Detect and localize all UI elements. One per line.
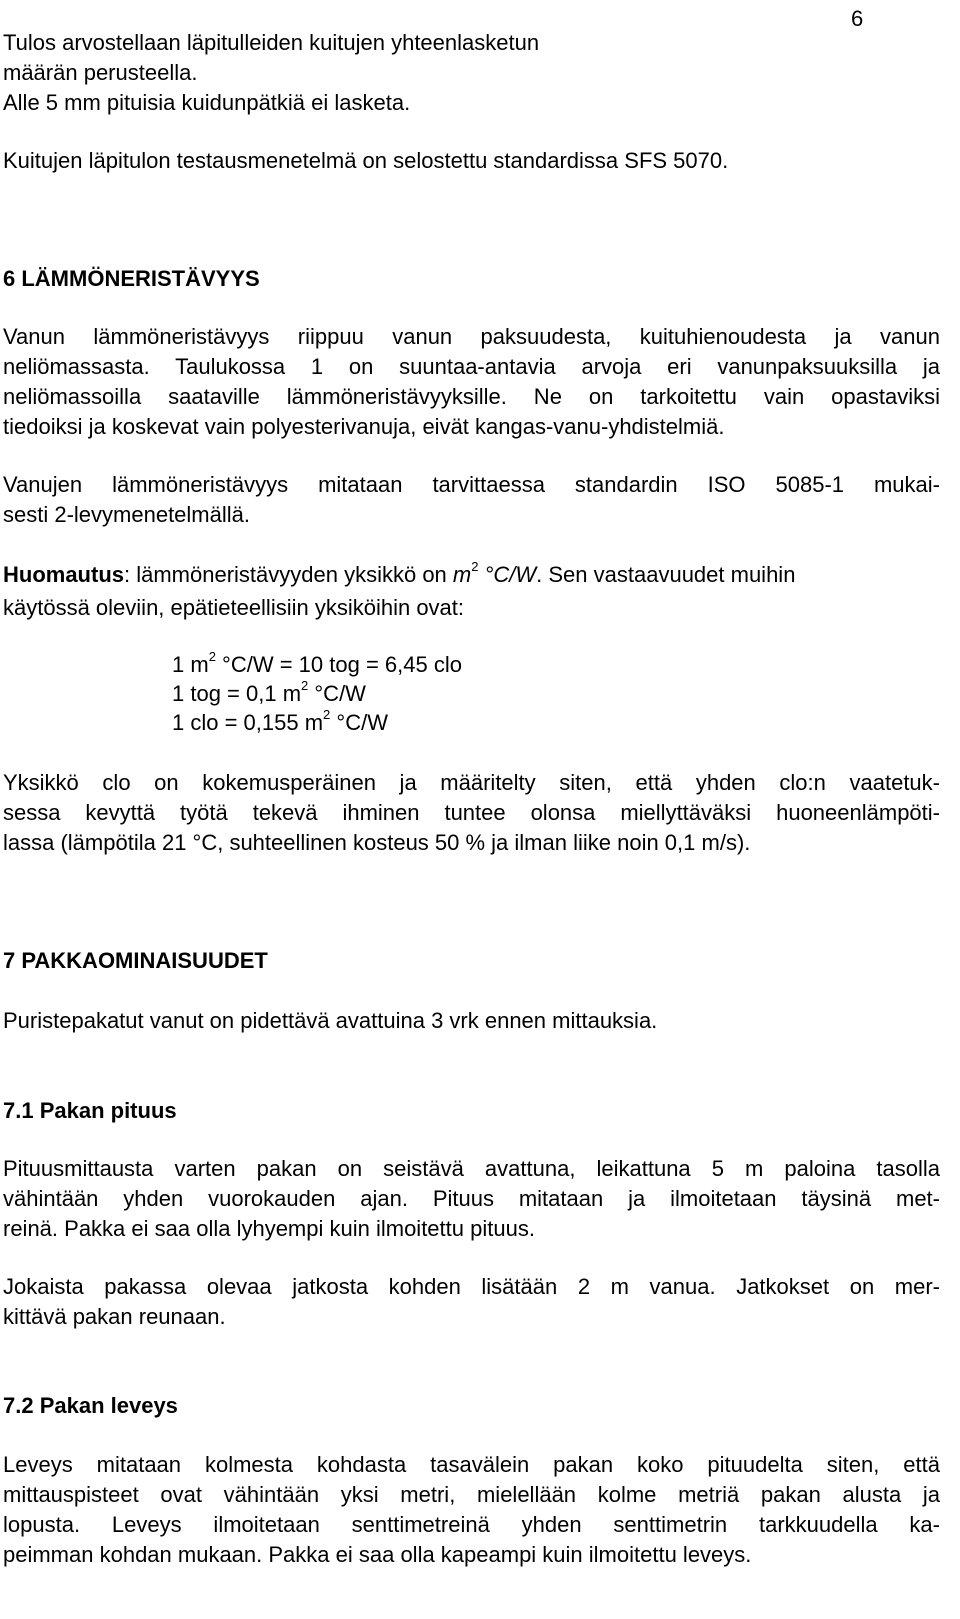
intro-line: Alle 5 mm pituisia kuidunpätkiä ei lasketa. — [3, 90, 411, 115]
paragraph-line: Pituusmittausta varten pakan on seistävä avattuna, leikattuna 5 m paloina tasolla — [3, 1156, 940, 1181]
section-6-heading: 6 LÄMMÖNERISTÄVYYS — [3, 266, 260, 291]
note-unit-m: m — [452, 562, 472, 587]
paragraph-line: tiedoiksi ja koskevat vain polyesterivanuja, eivät kangas-vanu-yhdistelmiä. — [3, 414, 725, 439]
paragraph-line: lopusta. Leveys ilmoitetaan senttimetreinä yhden senttimetrin tarkkuudella ka- — [3, 1512, 940, 1537]
formula-sup: 2 — [301, 678, 309, 693]
paragraph-line: kittävä pakan reunaan. — [3, 1304, 226, 1329]
page-number: 6 — [851, 6, 864, 31]
formula-text: °C/W — [330, 710, 388, 735]
section-7-2-heading: 7.2 Pakan leveys — [3, 1393, 178, 1418]
note-text: : lämmöneristävyyden yksikkö on — [124, 562, 453, 587]
formula-sup: 2 — [323, 707, 331, 722]
paragraph-line: Vanun lämmöneristävyys riippuu vanun paksuudesta, kuituhienoudesta ja vanun — [3, 324, 940, 349]
unit-note-line — [3, 560, 940, 593]
standard-note: Kuitujen läpitulon testausmenetelmä on selostettu standardissa SFS 5070. — [3, 148, 729, 173]
paragraph-line: peimman kohdan mukaan. Pakka ei saa olla kapeampi kuin ilmoitettu leveys. — [3, 1542, 752, 1567]
paragraph-line: Jokaista pakassa olevaa jatkosta kohden lisätään 2 m vanua. Jatkokset on mer- — [3, 1274, 940, 1299]
formula-text: 1 m — [172, 652, 209, 677]
unit-note-line: käytössä oleviin, epätieteellisiin yksiköihin ovat: — [3, 595, 465, 620]
paragraph-line: mittauspisteet ovat vähintään yksi metri, mielellään kolme metriä pakan alusta ja — [3, 1482, 940, 1507]
unit-note — [3, 560, 940, 623]
formula-text: °C/W = 10 tog = 6,45 clo — [215, 652, 462, 677]
paragraph-line: reinä. Pakka ei saa olla lyhyempi kuin ilmoitettu pituus. — [3, 1216, 535, 1241]
paragraph-line: neliömassoilla saataville lämmöneristävyyksille. Ne on tarkoitettu vain opastaviksi — [3, 384, 940, 409]
note-label: Huomautus — [3, 562, 124, 587]
note-text-after: . Sen vastaavuudet muihin — [536, 562, 796, 587]
section-7-heading: 7 PAKKAOMINAISUUDET — [3, 948, 268, 973]
section-6-paragraph-2 — [3, 470, 940, 530]
paragraph-line: vähintään yhden vuorokauden ajan. Pituus mitataan ja ilmoitetaan täysinä met- — [3, 1186, 940, 1211]
note-unit-sup: 2 — [471, 559, 479, 574]
paragraph-line: lassa (lämpötila 21 °C, suhteellinen kosteus 50 % ja ilman liike noin 0,1 m/s). — [3, 830, 751, 855]
formula-text: 1 clo = 0,155 m — [172, 710, 324, 735]
section-7-1-paragraph-1 — [3, 1154, 940, 1244]
formula-text: 1 tog = 0,1 m — [172, 681, 302, 706]
section-6-paragraph-3 — [3, 768, 940, 858]
formula-sup: 2 — [208, 649, 216, 664]
section-7-2-paragraph — [3, 1450, 940, 1570]
intro-line: Tulos arvostellaan läpitulleiden kuitujen yhteenlasketun — [3, 30, 540, 55]
section-7-paragraph: Puristepakatut vanut on pidettävä avattuina 3 vrk ennen mittauksia. — [3, 1008, 658, 1033]
paragraph-line: sessa kevyttä työtä tekevä ihminen tuntee olonsa miellyttäväksi huoneenlämpöti- — [3, 800, 940, 825]
paragraph-line: Leveys mitataan kolmesta kohdasta tasavälein pakan koko pituudelta siten, että — [3, 1452, 940, 1477]
intro-paragraph — [3, 28, 940, 118]
paragraph-line: Vanujen lämmöneristävyys mitataan tarvittaessa standardin ISO 5085-1 mukai- — [3, 472, 940, 497]
formula-text: °C/W — [308, 681, 366, 706]
note-unit-rest: °C/W — [478, 562, 537, 587]
paragraph-line: Yksikkö clo on kokemusperäinen ja määritelty siten, että yhden clo:n vaatetuk- — [3, 770, 940, 795]
paragraph-line: neliömassasta. Taulukossa 1 on suuntaa-antavia arvoja eri vanunpaksuuksilla ja — [3, 354, 940, 379]
section-6-paragraph-1 — [3, 322, 940, 442]
conversion-formula — [172, 708, 388, 741]
section-7-1-paragraph-2 — [3, 1272, 940, 1332]
intro-line: määrän perusteella. — [3, 60, 198, 85]
section-7-1-heading: 7.1 Pakan pituus — [3, 1098, 177, 1123]
paragraph-line: sesti 2-levymenetelmällä. — [3, 502, 250, 527]
